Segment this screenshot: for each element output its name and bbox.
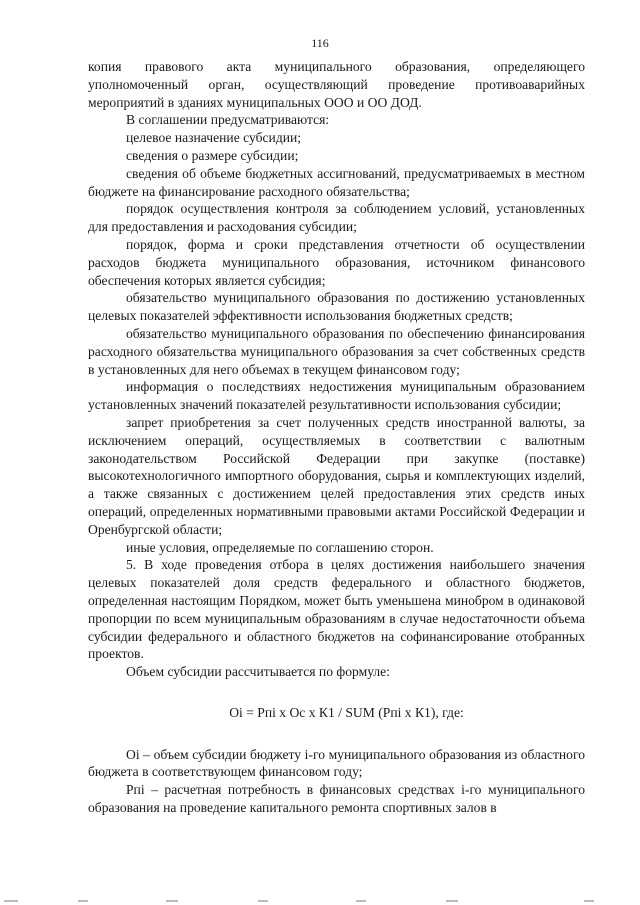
paragraph-agreement-intro: В соглашении предусматриваются: bbox=[126, 112, 330, 128]
paragraph-section-5: 5. В ходе проведения отбора в целях достижения наибольшего значения целевых показателей доля средств федерального и областного бюджетов, определенная настоящим Порядком, может быть уменьшена минобром в одинаковой пропорции по всем муниципальным образованиям в случае недостаточности объема субсидии федерального и областного бюджетов на софинансирование отобранных проектов. bbox=[88, 557, 585, 662]
definition-rpi: Рпi – расчетная потребность в финансовых средствах i-го муниципального образования на проведение капитального ремонта спортивных залов в bbox=[88, 782, 585, 816]
paragraph-reporting: порядок, форма и сроки представления отчетности об осуществлении расходов бюджета муниципального образования, источником финансового обеспечения которых является субсидия; bbox=[88, 236, 585, 288]
paragraph-own-funding: обязательство муниципального образования по обеспечению финансирования расходного обязательства муниципального образования за счет собственных средств в установленных для него объемах в текущем финансовом году; bbox=[88, 325, 585, 377]
document-body bbox=[88, 58, 585, 817]
subsidy-formula: Оi = Рпi х Ос х К1 / SUM (Рпi х К1), где: bbox=[229, 704, 464, 720]
paragraph-currency-ban: запрет приобретения за счет полученных средств иностранной валюты, за исключением операций, осуществляемых в соответствии с валютным законодательством Российской Федерации при закупке (поставке) высокотехнологичного импортного оборудования, сырья и комплектующих изделий, а также связанных с достижением целей предоставления этих средств иных операций, определенных нормативными правовыми актами Российской Федерации и Оренбургской области; bbox=[88, 414, 585, 537]
scan-edge-marks bbox=[0, 896, 640, 902]
paragraph-subsidy-size: сведения о размере субсидии; bbox=[126, 147, 299, 163]
paragraph-purpose: целевое назначение субсидии; bbox=[126, 130, 302, 146]
paragraph-formula-intro: Объем субсидии рассчитывается по формуле: bbox=[126, 664, 390, 680]
paragraph-control-procedure: порядок осуществления контроля за соблюдением условий, установленных для предоставления и расходования субсидии; bbox=[88, 201, 585, 235]
paragraph-budget-allocations: сведения об объеме бюджетных ассигнований, предусматриваемых в местном бюджете на финансирование расходного обязательства; bbox=[88, 165, 585, 199]
paragraph-legal-act-copy: копия правового акта муниципального образования, определяющего уполномоченный орган, осуществляющий проведение противоаварийных мероприятий в зданиях муниципальных ООО и ОО ДОД. bbox=[88, 59, 585, 110]
definition-oi: Оi – объем субсидии бюджету i-го муниципального образования из областного бюджета в соответствующем финансовом году; bbox=[88, 746, 585, 780]
paragraph-target-indicators: обязательство муниципального образования по достижению установленных целевых показателей эффективности использования бюджетных средств; bbox=[88, 290, 585, 324]
paragraph-consequences: информация о последствиях недостижения муниципальным образованием установленных значений показателей результативности использования субсидии; bbox=[88, 379, 585, 413]
page-number: 116 bbox=[311, 36, 329, 50]
paragraph-other-conditions: иные условия, определяемые по соглашению сторон. bbox=[126, 539, 434, 555]
